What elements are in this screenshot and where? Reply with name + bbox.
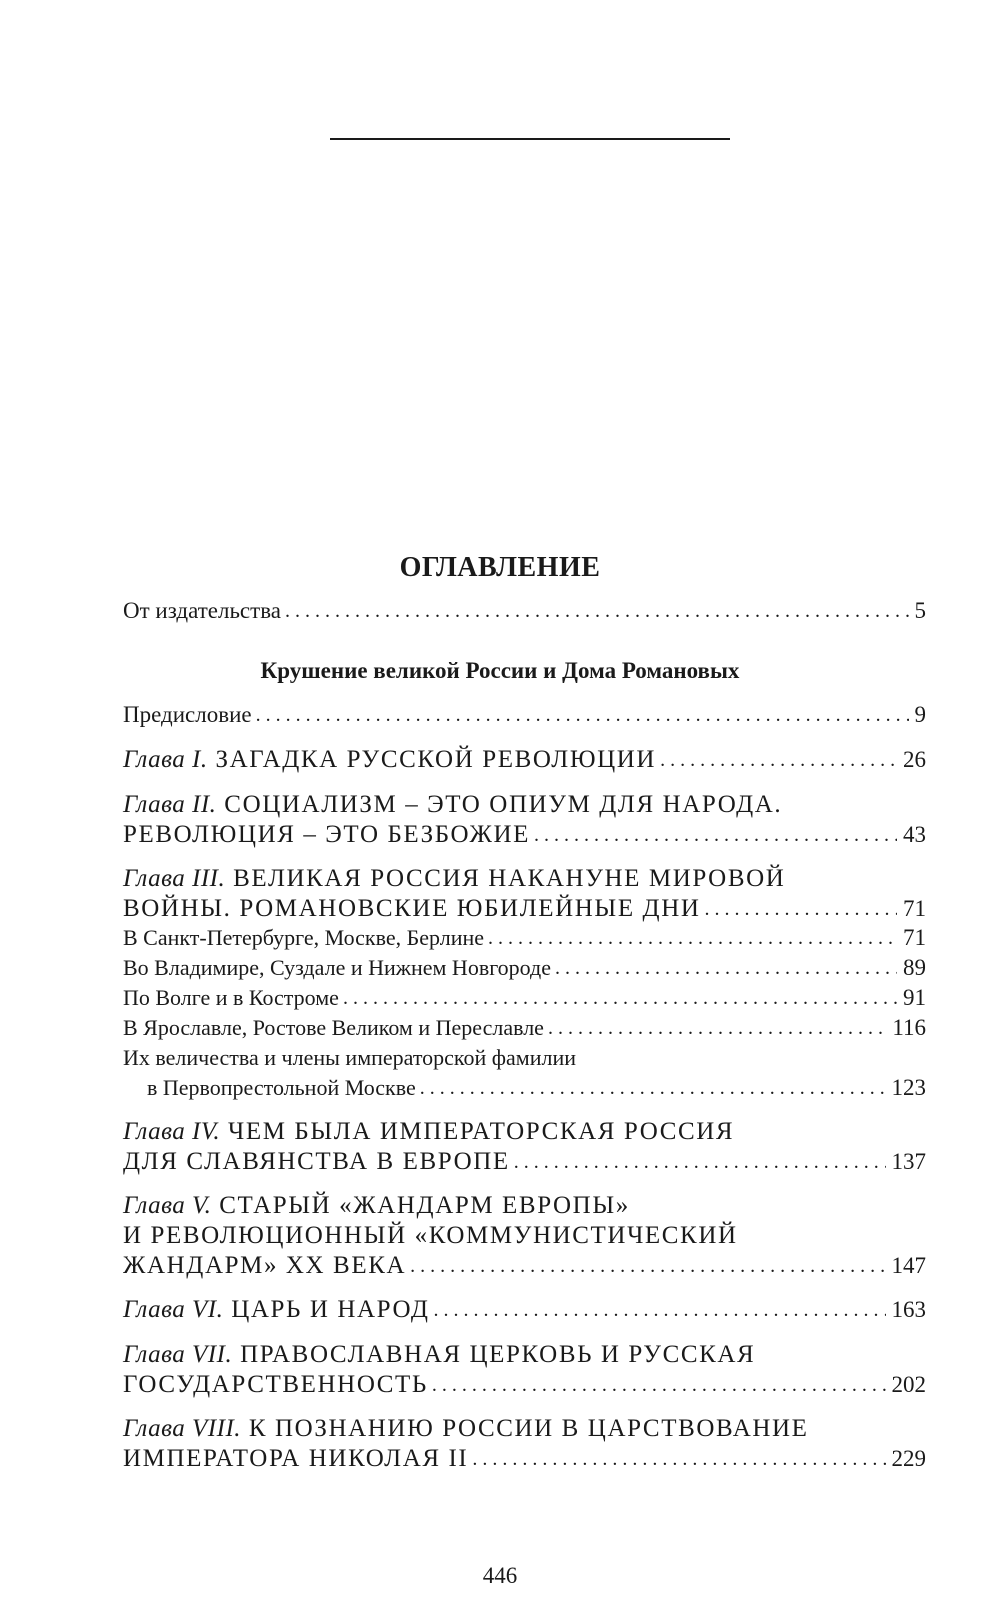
toc-entry-chapter-2[interactable] (123, 820, 926, 850)
toc-entry-page: 5 (914, 598, 926, 623)
chapter-number: Глава V. (123, 1192, 212, 1219)
toc-entry-chapter-6[interactable] (123, 1295, 926, 1325)
dot-leader (434, 1295, 886, 1325)
toc-entry-label-line: ПРАВОСЛАВНАЯ ЦЕРКОВЬ И РУССКАЯ (240, 1341, 756, 1368)
chapter-number: Глава III. (123, 865, 226, 892)
dot-leader (488, 923, 897, 953)
toc-entry-label-line: Их величества и члены императорской фамилии (123, 1045, 577, 1070)
toc-entry-chapter-7-line-1[interactable] (123, 1340, 926, 1370)
dot-leader (534, 820, 897, 850)
toc-entry-label: ЦАРЬ И НАРОД (231, 1296, 430, 1323)
dot-leader (432, 1370, 886, 1400)
toc-entry-label: ГОСУДАРСТВЕННОСТЬ (123, 1371, 428, 1398)
toc-entry-chapter-8[interactable] (123, 1444, 926, 1474)
top-rule (330, 138, 730, 140)
toc-entry-label: ИМПЕРАТОРА НИКОЛАЯ II (123, 1445, 469, 1472)
toc-entry-label-line: СОЦИАЛИЗМ – ЭТО ОПИУМ ДЛЯ НАРОДА. (224, 791, 783, 818)
dot-leader (472, 1444, 885, 1474)
toc-entry-chapter-5[interactable] (123, 1251, 926, 1281)
toc-entry-page: 147 (891, 1253, 926, 1278)
toc-entry-chapter-8-line-1[interactable] (123, 1414, 926, 1444)
toc-entry-label: в Первопрестольной Москве (147, 1075, 416, 1100)
chapter-number: Глава I. (123, 746, 208, 773)
dot-leader (256, 700, 909, 730)
toc-entry-page: 123 (891, 1075, 926, 1100)
dot-leader (514, 1147, 886, 1177)
toc-entry-label: По Волге и в Костроме (123, 985, 339, 1010)
chapter-number: Глава IV. (123, 1118, 221, 1145)
toc-subentry-petersburg[interactable] (123, 923, 926, 953)
toc-entry-publisher[interactable] (123, 596, 926, 626)
toc-entry-label: От издательства (123, 598, 281, 623)
toc-entry-page: 26 (903, 747, 926, 772)
toc-entry-page: 9 (914, 702, 926, 727)
toc-entry-page: 116 (892, 1015, 926, 1040)
toc-entry-page: 229 (891, 1446, 926, 1471)
dot-leader (705, 894, 897, 924)
toc-subentry-yaroslavl[interactable] (123, 1013, 926, 1043)
toc-entry-chapter-3-line-1[interactable] (123, 864, 926, 894)
toc-entry-chapter-5-line-1[interactable] (123, 1191, 926, 1221)
toc-entry-label-line: СТАРЫЙ «ЖАНДАРМ ЕВРОПЫ» (219, 1192, 630, 1219)
toc-entry-label-line: ЧЕМ БЫЛА ИМПЕРАТОРСКАЯ РОССИЯ (228, 1118, 735, 1145)
toc-entry-page: 43 (903, 822, 926, 847)
toc-entry-label: В Санкт-Петербурге, Москве, Берлине (123, 925, 485, 950)
toc-entry-chapter-3[interactable] (123, 894, 926, 924)
dot-leader (555, 953, 897, 983)
toc-entry-page: 137 (891, 1149, 926, 1174)
toc-title: ОГЛАВЛЕНИЕ (399, 552, 601, 583)
toc-entry-chapter-2-line-1[interactable] (123, 790, 926, 820)
toc-entry-label: ВОЙНЫ. РОМАНОВСКИЕ ЮБИЛЕЙНЫЕ ДНИ (123, 895, 701, 922)
toc-entry-chapter-4[interactable] (123, 1147, 926, 1177)
toc-subentry-vladimir[interactable] (123, 953, 926, 983)
toc-subentry-moscow-line-1[interactable] (123, 1043, 926, 1073)
toc-entry-label: ДЛЯ СЛАВЯНСТВА В ЕВРОПЕ (123, 1148, 510, 1175)
toc-entry-preface[interactable] (123, 700, 926, 730)
dot-leader (410, 1251, 885, 1281)
dot-leader (420, 1073, 886, 1103)
chapter-number: Глава VIII. (123, 1415, 242, 1442)
page-number: 446 (482, 1563, 518, 1588)
toc-subentry-volga[interactable] (123, 983, 926, 1013)
toc-entry-page: 91 (903, 985, 926, 1010)
toc-entry-page: 202 (891, 1372, 926, 1397)
chapter-number: Глава VI. (123, 1296, 224, 1323)
toc-entry-label: В Ярославле, Ростове Великом и Переславле (123, 1015, 544, 1040)
toc-entry-page: 89 (903, 955, 926, 980)
dot-leader (548, 1013, 886, 1043)
toc-entry-label: РЕВОЛЮЦИЯ – ЭТО БЕЗБОЖИЕ (123, 821, 531, 848)
toc-entry-label-line: К ПОЗНАНИЮ РОССИИ В ЦАРСТВОВАНИЕ (248, 1415, 809, 1442)
chapter-number: Глава II. (123, 791, 217, 818)
toc-entry-label-line: И РЕВОЛЮЦИОННЫЙ «КОММУНИСТИЧЕСКИЙ (123, 1222, 738, 1249)
dot-leader (285, 596, 909, 626)
part-title: Крушение великой России и Дома Романовых (260, 658, 740, 683)
toc-entry-label: Во Владимире, Суздале и Нижнем Новгороде (123, 955, 552, 980)
toc-entry-page: 163 (891, 1297, 926, 1322)
chapter-number: Глава VII. (123, 1341, 233, 1368)
toc-entry-label-line: ВЕЛИКАЯ РОССИЯ НАКАНУНЕ МИРОВОЙ (233, 865, 786, 892)
toc-entry-label: ЖАНДАРМ» XX ВЕКА (123, 1252, 407, 1279)
toc-entry-chapter-7[interactable] (123, 1370, 926, 1400)
toc-entry-chapter-5-line-2[interactable] (123, 1221, 926, 1251)
toc-entry-page: 71 (903, 896, 926, 921)
dot-leader (343, 983, 897, 1013)
toc-subentry-moscow[interactable] (123, 1073, 926, 1103)
toc-entry-label: ЗАГАДКА РУССКОЙ РЕВОЛЮЦИИ (215, 746, 657, 773)
toc-entry-page: 71 (903, 925, 926, 950)
dot-leader (660, 745, 897, 775)
toc-entry-chapter-4-line-1[interactable] (123, 1117, 926, 1147)
toc-entry-chapter-1[interactable] (123, 745, 926, 775)
toc-entry-label: Предисловие (123, 702, 252, 727)
